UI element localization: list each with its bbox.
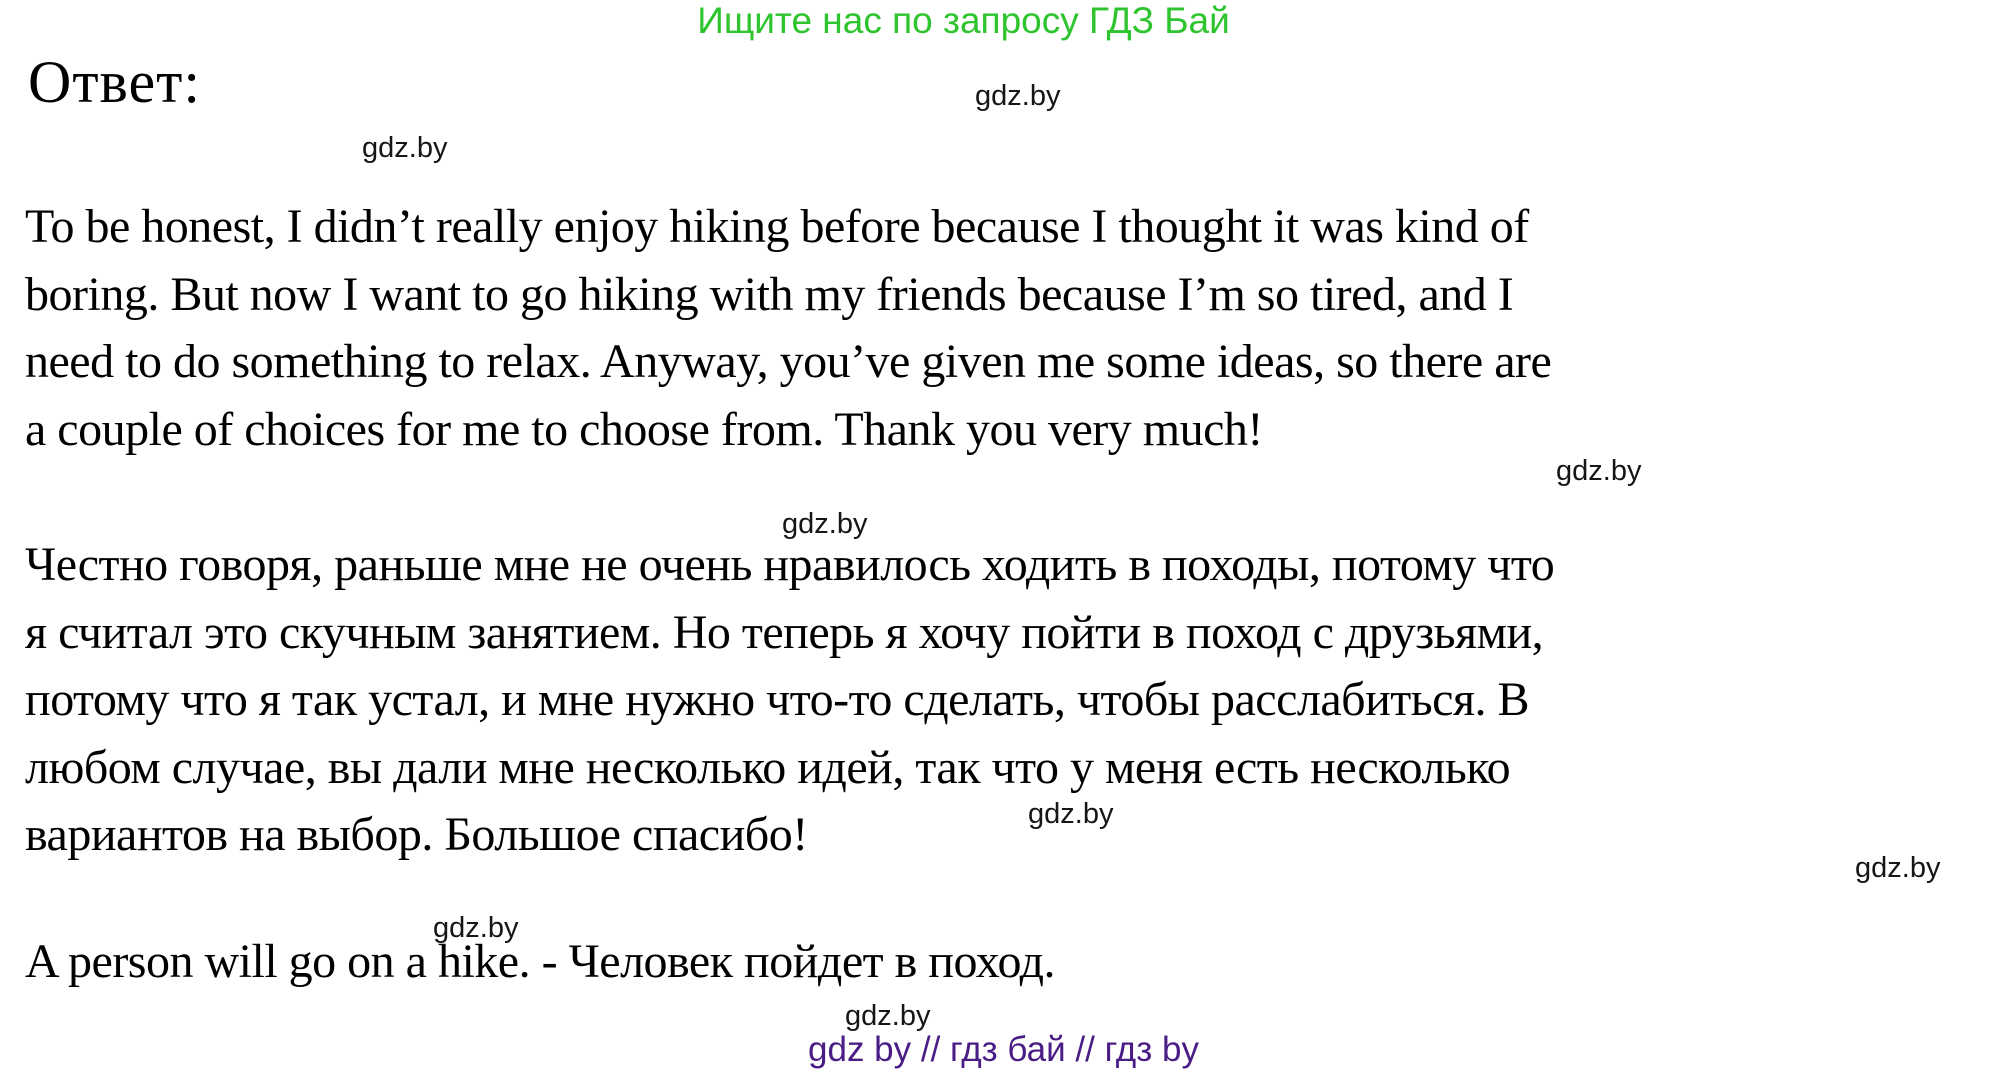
russian-line-2: я считал это скучным занятием. Но теперь я хочу пойти в поход с друзьями, bbox=[25, 605, 1544, 659]
answer-label: Ответ: bbox=[28, 49, 202, 115]
russian-line-1: Честно говоря, раньше мне не очень нравилось ходить в походы, потому что bbox=[25, 538, 1555, 591]
english-line-2: boring. But now I want to go hiking with my friends because I’m so tired, and I bbox=[25, 267, 1514, 321]
hike-sentence: A person will go on a hike. - Человек пойдет в поход. bbox=[25, 935, 1055, 988]
footer-keywords: gdz by // гдз бай // гдз by bbox=[808, 1030, 1199, 1069]
russian-translation-paragraph bbox=[25, 531, 1987, 869]
promo-header-text: Ищите нас по запросу ГДЗ Бай bbox=[697, 0, 1230, 41]
gdz-watermark: gdz.by bbox=[975, 80, 1061, 112]
gdz-watermark: gdz.by bbox=[1855, 852, 1941, 884]
gdz-watermark: gdz.by bbox=[433, 912, 519, 944]
gdz-watermark: gdz.by bbox=[1028, 798, 1114, 830]
gdz-watermark: gdz.by bbox=[1556, 455, 1642, 487]
gdz-watermark: gdz.by bbox=[845, 1000, 931, 1032]
english-line-4: a couple of choices for me to choose from. Thank you very much! bbox=[25, 402, 1263, 456]
english-line-1: To be honest, I didn’t really enjoy hiking before because I thought it was kind of bbox=[25, 200, 1529, 253]
english-line-3: need to do something to relax. Anyway, you’ve given me some ideas, so there are bbox=[25, 335, 1552, 388]
english-answer-paragraph bbox=[25, 193, 1987, 463]
russian-line-3: потому что я так устал, и мне нужно что-то сделать, чтобы расслабиться. В bbox=[25, 673, 1530, 726]
gdz-watermark: gdz.by bbox=[362, 132, 448, 164]
russian-line-5: вариантов на выбор. Большое спасибо! bbox=[25, 808, 808, 861]
russian-line-4: любом случае, вы дали мне несколько идей, так что у меня есть несколько bbox=[25, 740, 1511, 794]
gdz-watermark: gdz.by bbox=[782, 508, 868, 540]
